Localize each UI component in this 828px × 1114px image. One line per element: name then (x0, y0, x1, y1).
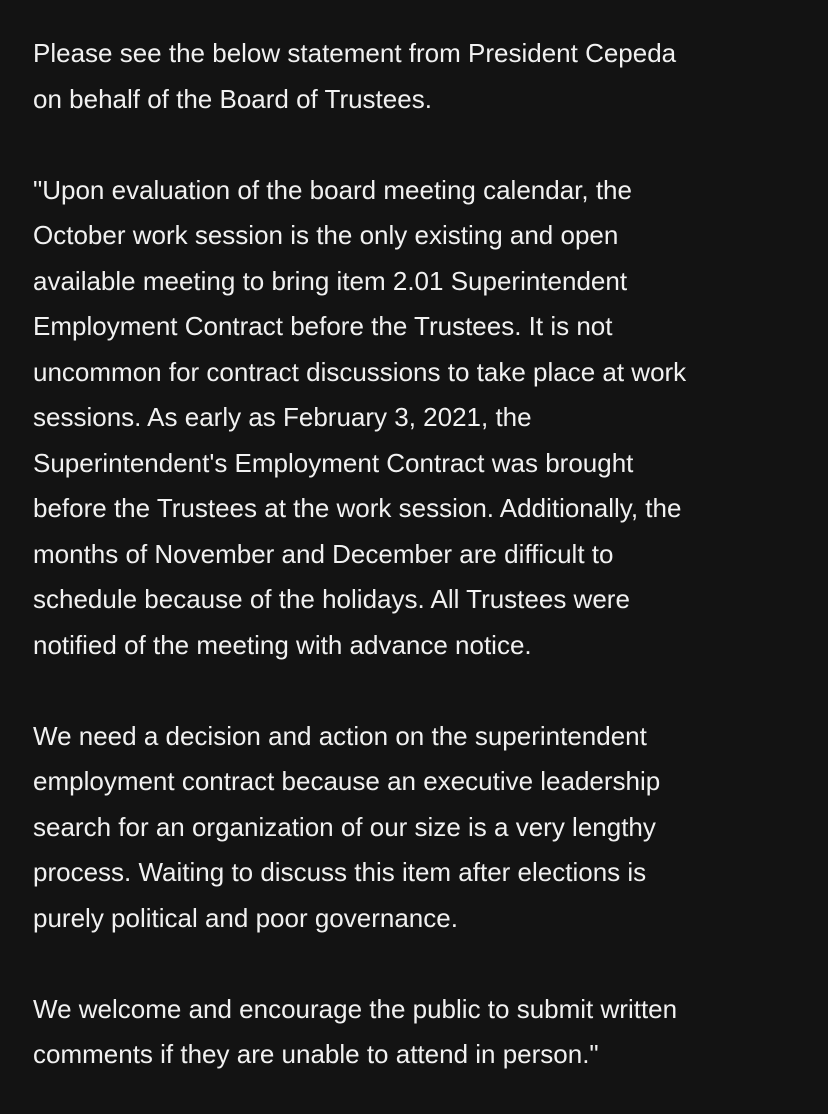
text-line: October work session is the only existing and open (33, 220, 619, 250)
text-line: We welcome and encourage the public to submit written (33, 993, 678, 1024)
statement-note (33, 31, 803, 1078)
text-line: notified of the meeting with advance notice. (33, 629, 532, 660)
text-line: Please see the below statement from President Cepeda (33, 38, 677, 68)
intro-paragraph (33, 31, 803, 122)
text-line: months of November and December are difficult to (33, 538, 614, 569)
text-line: search for an organization of our size is a very lengthy (33, 811, 656, 842)
statement-paragraph-calendar (33, 168, 803, 669)
text-line: on behalf of the Board of Trustees. (33, 83, 432, 114)
statement-paragraph-comments (33, 987, 803, 1078)
text-line: before the Trustees at the work session. Additionally, the (33, 493, 682, 523)
text-line: available meeting to bring item 2.01 Superintendent (33, 265, 628, 296)
text-line: employment contract because an executive leadership (33, 766, 661, 796)
text-line: Superintendent's Employment Contract was brought (33, 447, 634, 478)
text-line: "Upon evaluation of the board meeting calendar, the (33, 174, 632, 205)
text-line: comments if they are unable to attend in person." (33, 1039, 599, 1069)
text-line: purely political and poor governance. (33, 902, 458, 933)
text-line: schedule because of the holidays. All Trustees were (33, 584, 630, 614)
text-line: sessions. As early as February 3, 2021, the (33, 402, 532, 432)
statement-paragraph-decision (33, 714, 803, 942)
text-line: We need a decision and action on the superintendent (33, 720, 647, 751)
text-line: uncommon for contract discussions to take place at work (33, 356, 687, 387)
text-line: process. Waiting to discuss this item after elections is (33, 857, 647, 887)
text-line: Employment Contract before the Trustees. It is not (33, 311, 613, 341)
